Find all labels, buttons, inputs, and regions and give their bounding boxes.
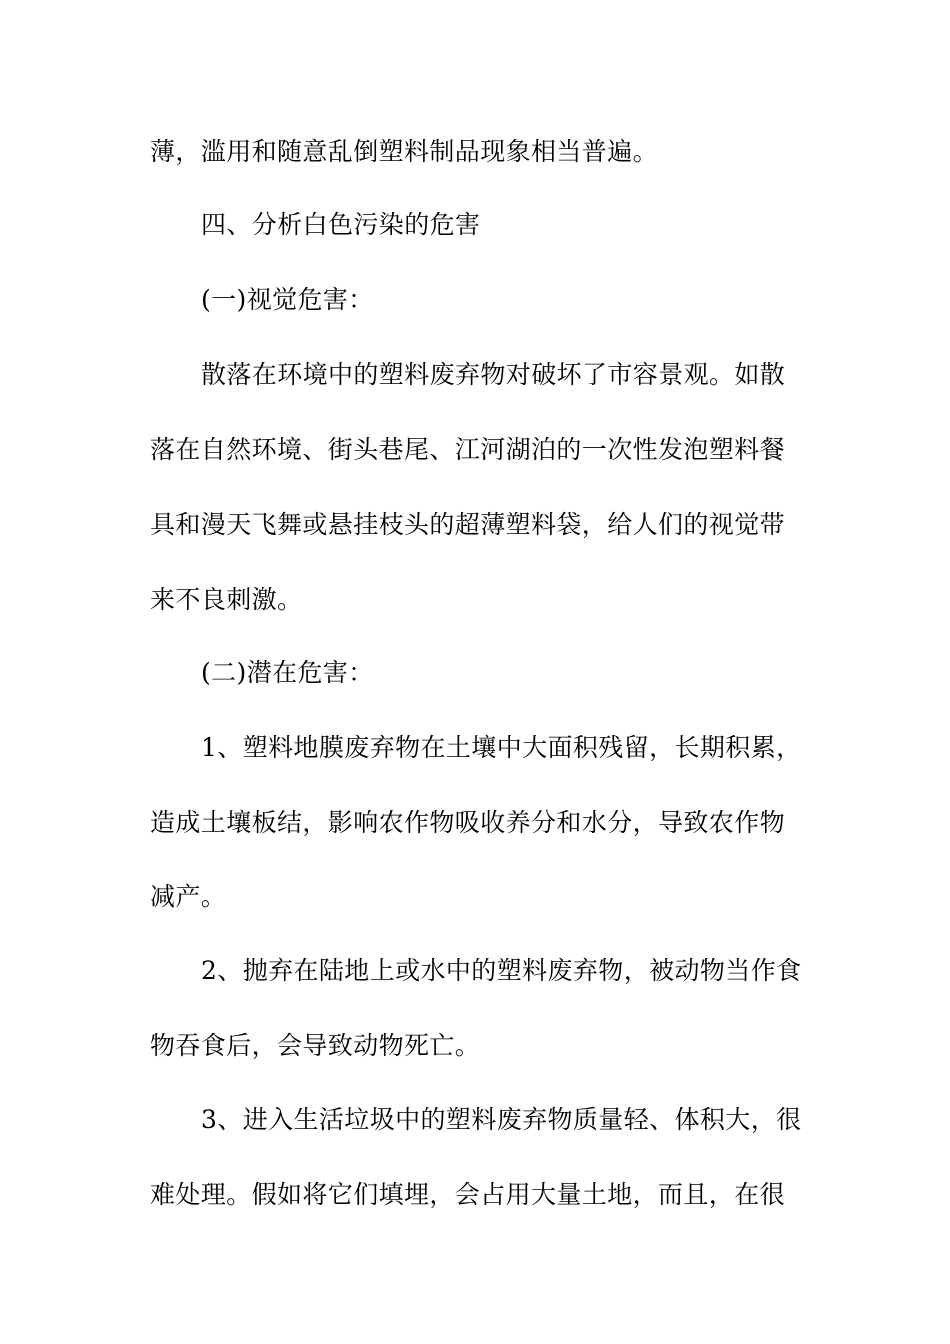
paragraph-line: 具和漫天飞舞或悬挂枝头的超薄塑料袋，给人们的视觉带 xyxy=(150,510,786,539)
list-item-line: 1、塑料地膜废弃物在土壤中大面积残留，长期积累， xyxy=(201,733,802,762)
subsection-heading: (二)潜在危害： xyxy=(201,658,374,687)
list-item-line: 难处理。假如将它们填埋，会占用大量土地，而且，在很 xyxy=(150,1180,786,1209)
section-heading: 四、分析白色污染的危害 xyxy=(201,210,481,239)
subsection-heading: (一)视觉危害： xyxy=(201,285,374,314)
list-item-line: 造成土壤板结，影响农作物吸收养分和水分，导致农作物 xyxy=(150,808,786,837)
paragraph-continuation-line: 薄，滥用和随意乱倒塑料制品现象相当普遍。 xyxy=(150,137,659,166)
paragraph-line: 来不良刺激。 xyxy=(150,585,303,614)
list-item-line: 减产。 xyxy=(150,882,227,911)
paragraph-line: 散落在环境中的塑料废弃物对破坏了市容景观。如散 xyxy=(201,360,786,389)
list-item-line: 物吞食后，会导致动物死亡。 xyxy=(150,1031,481,1060)
paragraph-line: 落在自然环境、街头巷尾、江河湖泊的一次性发泡塑料餐 xyxy=(150,435,786,464)
list-item-line: 3、进入生活垃圾中的塑料废弃物质量轻、体积大，很 xyxy=(201,1105,802,1134)
list-item-line: 2、抛弃在陆地上或水中的塑料废弃物，被动物当作食 xyxy=(201,956,802,985)
